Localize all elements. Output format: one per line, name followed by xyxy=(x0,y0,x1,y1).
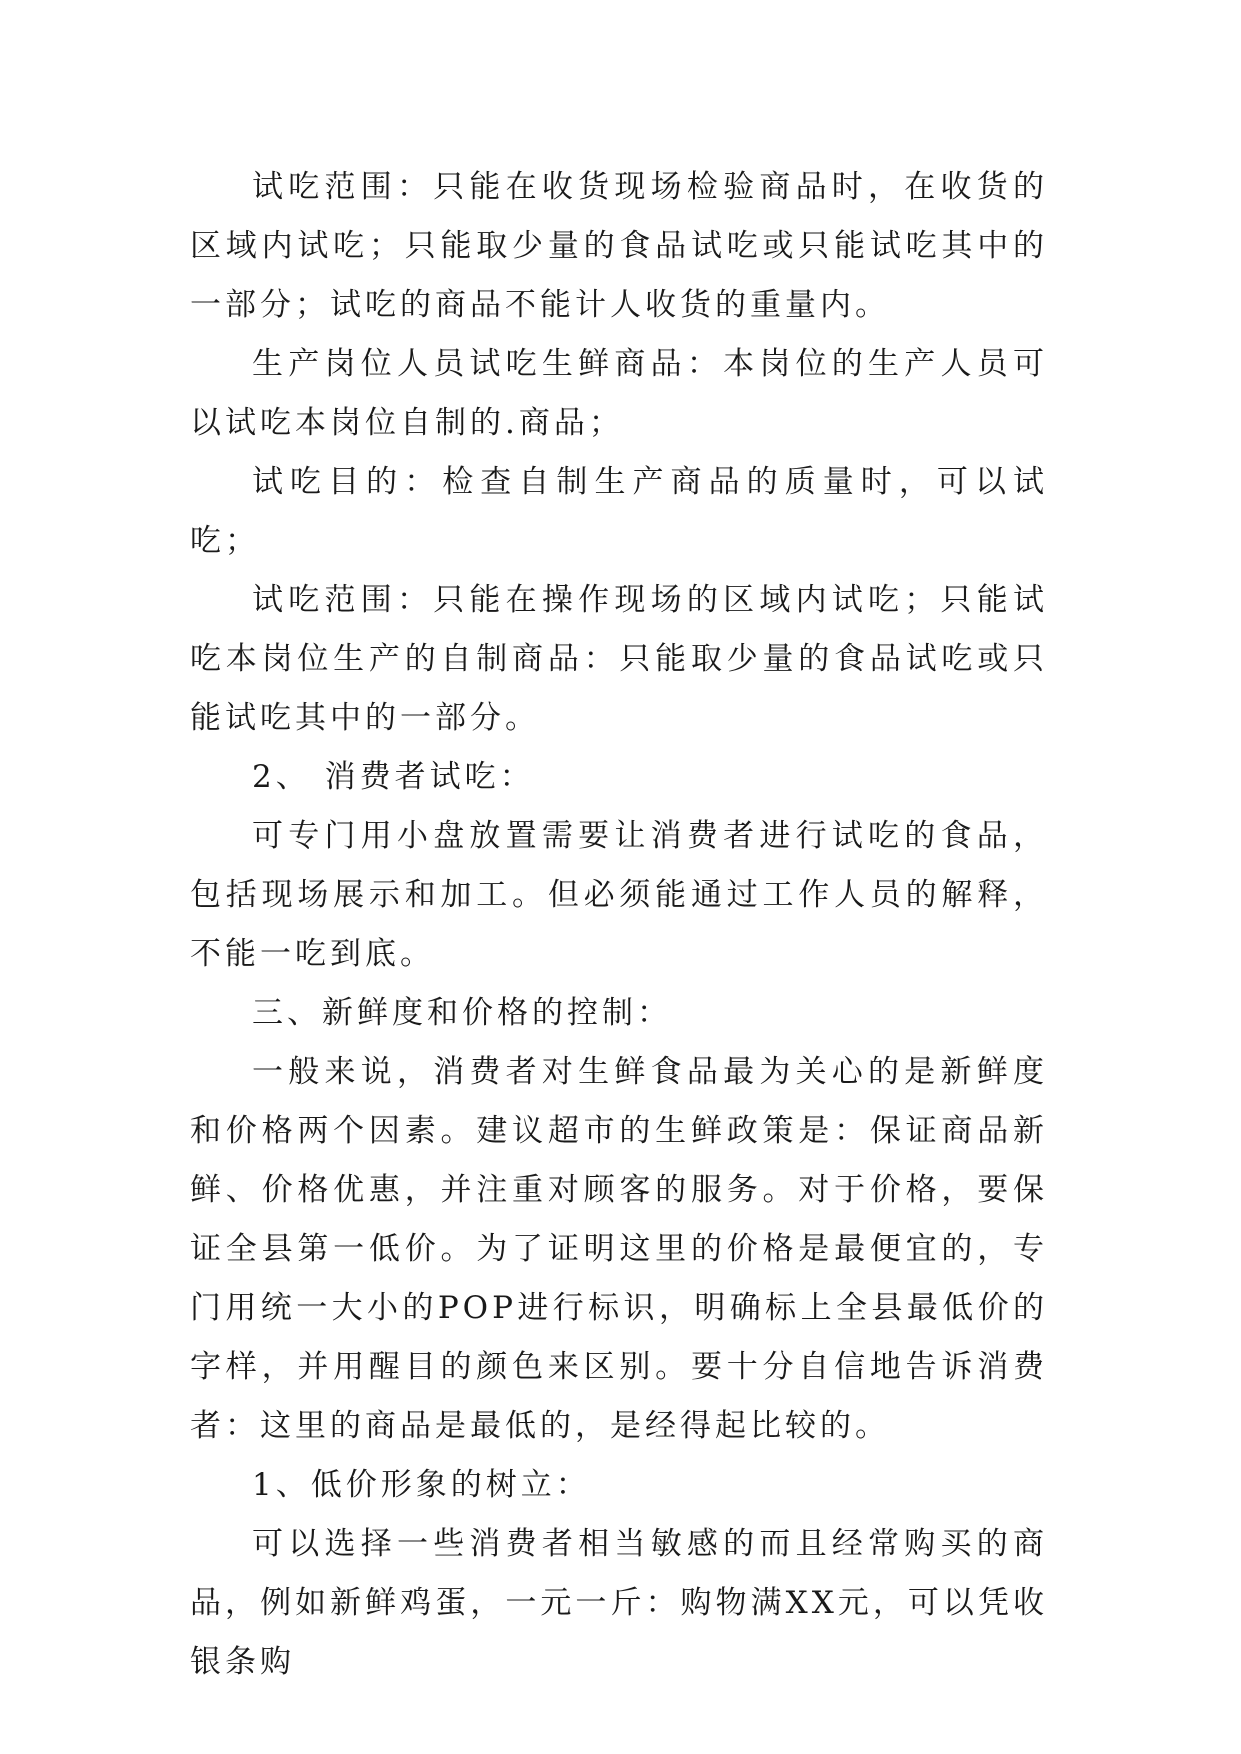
paragraph: 试吃目的：检查自制生产商品的质量时，可以试吃； xyxy=(190,464,1048,559)
paragraph: 试吃范围：只能在收货现场检验商品时，在收货的区域内试吃；只能取少量的食品试吃或只能试吃其中的一部分；试吃的商品不能计人收货的重量内。 xyxy=(190,169,1048,323)
paragraph: 生产岗位人员试吃生鲜商品：本岗位的生产人员可以试吃本岗位自制的.商品； xyxy=(190,346,1048,441)
section-heading: 1、低价形象的树立： xyxy=(252,1467,591,1503)
paragraph: 可以选择一些消费者相当敏感的而且经常购买的商品，例如新鲜鸡蛋，一元一斤：购物满XX元，可以凭收银条购 xyxy=(190,1526,1048,1680)
document-body xyxy=(190,158,1048,1692)
paragraph: 可专门用小盘放置需要让消费者进行试吃的食品，包括现场展示和加工。但必须能通过工作人员的解释，不能一吃到底。 xyxy=(190,818,1048,972)
paragraph: 试吃范围：只能在操作现场的区域内试吃；只能试吃本岗位生产的自制商品：只能取少量的食品试吃或只能试吃其中的一部分。 xyxy=(190,582,1048,736)
section-heading: 2、 消费者试吃： xyxy=(252,759,535,795)
paragraph: 一般来说，消费者对生鲜食品最为关心的是新鲜度和价格两个因素。建议超市的生鲜政策是：保证商品新鲜、价格优惠，并注重对顾客的服务。对于价格，要保证全县第一低价。为了证明这里的价格是最便宜的，专门用统一大小的POP进行标识，明确标上全县最低价的字样，并用醒目的颜色来区别。要十分自信地告诉消费者：这里的商品是最低的，是经得起比较的。 xyxy=(190,1054,1048,1444)
section-heading: 三、新鲜度和价格的控制： xyxy=(252,995,672,1031)
